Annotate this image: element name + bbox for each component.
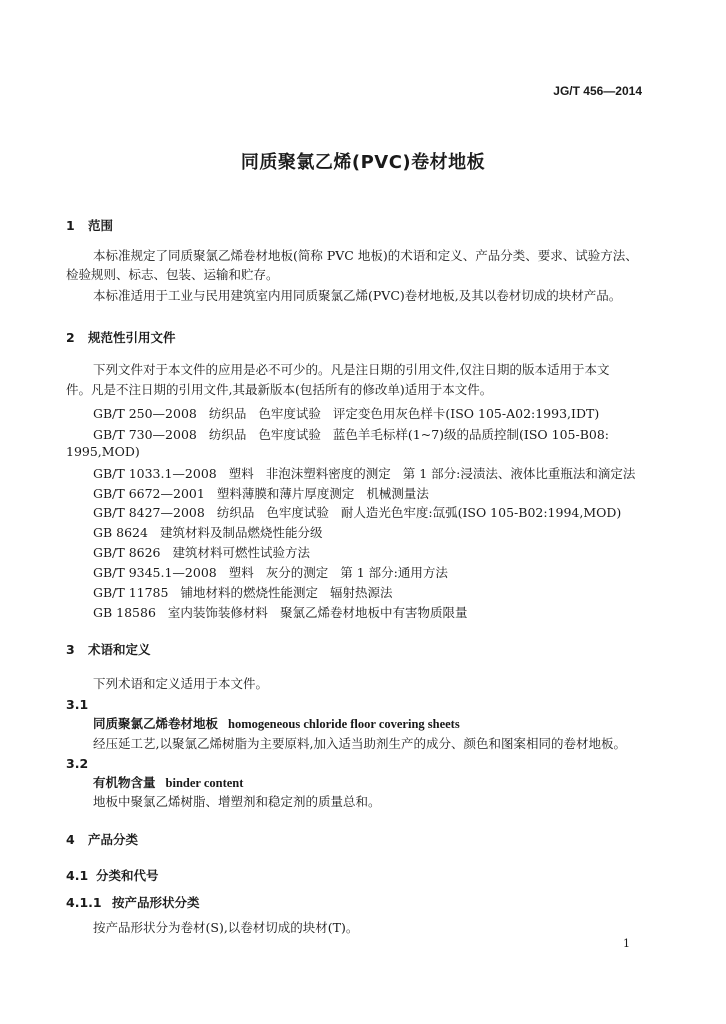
reference-code: GB/T 6672—2001 — [93, 486, 205, 501]
section-3-heading — [66, 640, 151, 658]
term-definition: 经压延工艺,以聚氯乙烯树脂为主要原料,加入适当助剂生产的成分、颜色和图案相同的卷材地板。 — [93, 736, 626, 751]
reference-item — [93, 404, 599, 422]
term-heading — [93, 775, 243, 791]
reference-item — [93, 523, 322, 541]
reference-item — [93, 543, 310, 561]
reference-item — [93, 583, 393, 601]
subsection-heading — [66, 866, 159, 884]
reference-item — [93, 425, 609, 443]
paragraph: 按产品形状分为卷材(S),以卷材切成的块材(T)。 — [93, 920, 359, 935]
standard-code: JG/T 456—2014 — [553, 84, 642, 98]
reference-code: GB/T 730—2008 — [93, 427, 197, 442]
reference-part: 建筑材料可燃性试验方法 — [172, 545, 311, 560]
reference-code: GB/T 250—2008 — [93, 406, 197, 421]
reference-item — [93, 484, 429, 502]
reference-part: 色牢度试验 — [258, 427, 321, 442]
section-number: 4 — [66, 832, 75, 847]
paragraph: 下列术语和定义适用于本文件。 — [93, 676, 269, 691]
reference-item — [93, 603, 467, 621]
reference-part: 评定变色用灰色样卡(ISO 105-A02:1993,IDT) — [332, 406, 600, 421]
term-en: binder content — [165, 776, 244, 790]
reference-part: 机械测量法 — [366, 486, 429, 501]
subsubsection-heading — [66, 893, 200, 911]
reference-part: 纺织品 — [208, 406, 247, 421]
section-title: 产品分类 — [88, 832, 139, 847]
reference-code: GB/T 11785 — [93, 585, 169, 600]
term-zh: 有机物含量 — [93, 775, 156, 790]
paragraph-line: 下列文件对于本文件的应用是必不可少的。凡是注日期的引用文件,仅注日期的版本适用于本文 — [93, 362, 610, 377]
subsubsection-title: 按产品形状分类 — [112, 895, 200, 910]
reference-code: GB 18586 — [93, 605, 156, 620]
reference-part: 辐射热源法 — [329, 585, 393, 600]
section-1-heading — [66, 216, 113, 234]
paragraph: 本标准适用于工业与民用建筑室内用同质聚氯乙烯(PVC)卷材地板,及其以卷材切成的块材产品。 — [93, 288, 622, 303]
reference-part: 非泡沫塑料密度的测定 — [265, 466, 391, 481]
reference-part: 色牢度试验 — [258, 406, 321, 421]
section-title: 范围 — [88, 218, 114, 233]
page-number: 1 — [623, 937, 630, 950]
section-title: 规范性引用文件 — [88, 330, 176, 345]
reference-code: GB/T 8427—2008 — [93, 505, 205, 520]
reference-part: 纺织品 — [208, 427, 247, 442]
reference-part: 色牢度试验 — [266, 505, 329, 520]
reference-code: GB/T 8626 — [93, 545, 161, 560]
document-title: 同质聚氯乙烯(PVC)卷材地板 — [240, 152, 486, 173]
reference-part: 塑料 — [228, 466, 254, 481]
term-definition: 地板中聚氯乙烯树脂、增塑剂和稳定剂的质量总和。 — [93, 794, 381, 809]
reference-code: GB/T 9345.1—2008 — [93, 565, 217, 580]
reference-part: 蓝色羊毛标样(1~7)级的品质控制(ISO 105-B08: — [332, 427, 610, 442]
reference-part: 建筑材料及制品燃烧性能分级 — [159, 525, 323, 540]
reference-part: 耐人造光色牢度:氙弧(ISO 105-B02:1994,MOD) — [340, 505, 622, 520]
paragraph-line: 件。凡是不注日期的引用文件,其最新版本(包括所有的修改单)适用于本文件。 — [66, 382, 493, 397]
term-zh: 同质聚氯乙烯卷材地板 — [93, 716, 219, 731]
section-2-heading — [66, 328, 176, 346]
term-en: homogeneous chloride floor covering sheets — [228, 717, 460, 731]
subsection-title: 分类和代号 — [96, 868, 159, 883]
section-title: 术语和定义 — [88, 642, 151, 657]
section-number: 2 — [66, 330, 75, 345]
reference-part: 塑料薄膜和薄片厚度测定 — [216, 486, 355, 501]
section-4-heading — [66, 830, 138, 848]
reference-part: 第 1 部分:浸渍法、液体比重瓶法和滴定法 — [402, 466, 636, 481]
reference-item — [93, 464, 635, 482]
paragraph-line: 检验规则、标志、包装、运输和贮存。 — [66, 267, 279, 282]
term-heading — [93, 716, 460, 732]
paragraph-line: 本标准规定了同质聚氯乙烯卷材地板(简称 PVC 地板)的术语和定义、产品分类、要求、试验方法、 — [93, 248, 638, 263]
term-number: 3.2 — [66, 756, 89, 771]
reference-part: 灰分的测定 — [265, 565, 329, 580]
term-number: 3.1 — [66, 697, 89, 712]
reference-part: 铺地材料的燃烧性能测定 — [180, 585, 318, 600]
reference-code: GB 8624 — [93, 525, 148, 540]
subsection-number: 4.1 — [66, 868, 89, 883]
reference-part: 室内装饰装修材料 — [167, 605, 268, 620]
reference-code: GB/T 1033.1—2008 — [93, 466, 217, 481]
section-number: 1 — [66, 218, 75, 233]
reference-part: 塑料 — [228, 565, 254, 580]
reference-item — [93, 563, 448, 581]
reference-part: 第 1 部分:通用方法 — [340, 565, 448, 580]
reference-part: 聚氯乙烯卷材地板中有害物质限量 — [279, 605, 468, 620]
section-number: 3 — [66, 642, 75, 657]
reference-item — [93, 503, 621, 521]
reference-part: 纺织品 — [216, 505, 255, 520]
reference-continuation: 1995,MOD) — [66, 444, 140, 459]
subsubsection-number: 4.1.1 — [66, 895, 102, 910]
